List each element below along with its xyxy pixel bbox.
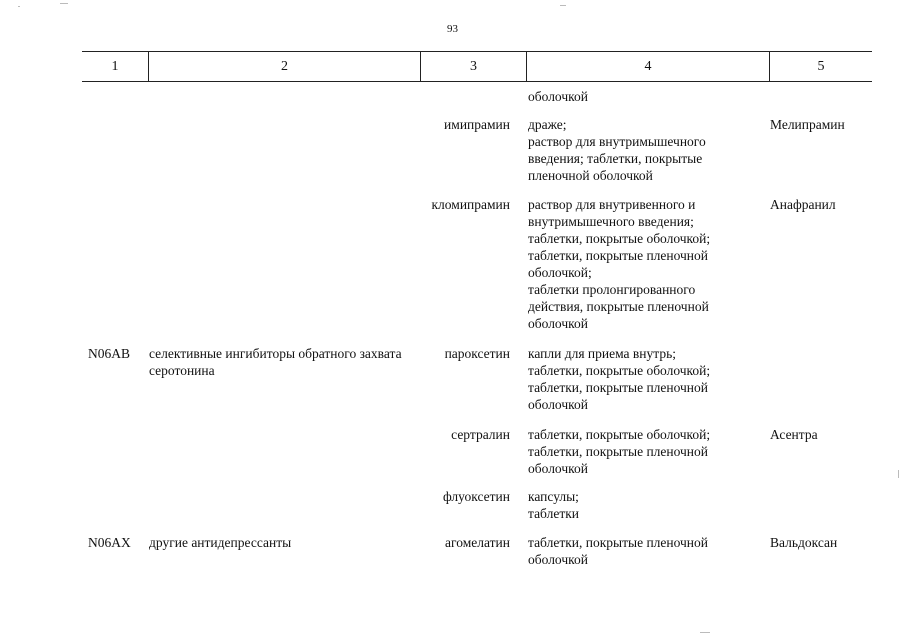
trade-name: Анафранил	[770, 197, 836, 212]
page-number: 93	[447, 23, 458, 35]
trade-name: Мелипрамин	[770, 117, 845, 132]
drug-group: другие антидепрессанты	[149, 535, 292, 550]
scan-speck	[60, 3, 68, 4]
drug-name: сертралин	[451, 427, 510, 442]
drug-name: агомелатин	[445, 535, 510, 550]
dosage-form: драже; раствор для внутримышечного введения; таблетки, покрытые пленочной оболочкой	[528, 117, 706, 183]
header-col-3: 3	[470, 59, 477, 74]
table-header	[82, 51, 872, 82]
drug-name: пароксетин	[444, 346, 510, 361]
atc-code: N06AX	[88, 535, 131, 550]
header-col-2: 2	[281, 59, 288, 74]
dosage-form: таблетки, покрытые пленочной оболочкой	[528, 535, 709, 567]
header-col-4: 4	[644, 59, 652, 74]
header-col-1: 1	[111, 59, 119, 74]
drug-name: кломипрамин	[431, 197, 510, 212]
dosage-form: таблетки, покрытые оболочкой; таблетки, покрытые пленочной оболочкой	[528, 427, 711, 476]
dosage-form: капсулы; таблетки	[528, 489, 580, 521]
drug-name: флуоксетин	[442, 489, 510, 504]
drug-name: имипрамин	[444, 117, 510, 132]
scan-speck	[18, 6, 20, 7]
drug-group: селективные ингибиторы обратного захвата серотонина	[149, 346, 402, 378]
dosage-form: капли для приема внутрь; таблетки, покрытые оболочкой; таблетки, покрытые пленочной оболочкой	[528, 346, 711, 412]
dosage-form: оболочкой	[528, 89, 588, 104]
scan-speck	[560, 5, 566, 6]
scan-speck	[898, 470, 899, 478]
atc-code: N06AB	[88, 346, 131, 361]
dosage-form: раствор для внутривенного и внутримышечного введения; таблетки, покрытые оболочкой; таблетки, покрытые пленочной оболочкой; таблетки пролонгированного действия, покрытые пленочной оболочкой	[528, 197, 711, 331]
scan-speck	[700, 632, 710, 633]
trade-name: Вальдоксан	[770, 535, 838, 550]
trade-name: Асентра	[770, 427, 818, 442]
header-col-5: 5	[817, 59, 825, 74]
